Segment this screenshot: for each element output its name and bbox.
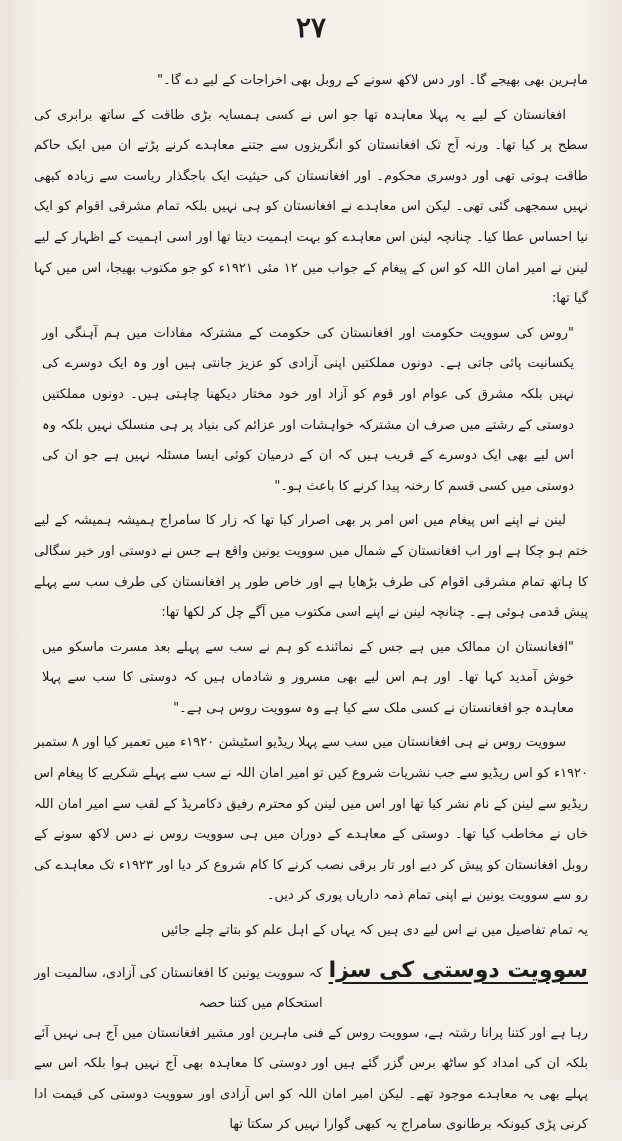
paragraph-1: ماہرین بھی بھیجے گا۔ اور دس لاکھ سونے کے روبل بھی اخراجات کے لیے دے گا۔" (157, 73, 588, 88)
heading-tail-text: کہ سوویت یونین کا افغانستان کی آزادی، سالمیت اور استحکام میں کتنا حصہ (34, 965, 323, 1011)
quote-paragraph-1: "روس کی سوویت حکومت اور افغانستان کی حکومت کے مشترکہ مفادات میں ہم آہنگی اور یکسانیت پائی جاتی ہے۔ دونوں مملکتیں اپنی آزادی کو عزیز جانتی ہیں اور وہ ایک دوسرے کی نہیں بلکہ مشرق کی عوام اور قوم کو آزاد اور خود مختار دیکھنا چاہتی ہیں۔ دونوں مملکتیں دوستی کے رشتے میں صرف ان مشترکہ خواہشات اور عزائم کی بنیاد پر ہی منسلک نہیں بلکہ وہ اس لیے بھی ایک دوسرے کے قریب ہیں کہ ان کے درمیان کوئی ایسا مسئلہ نہیں ہے جو ان کی دوستی میں کسی قسم کا رخنہ پیدا کرنے کا باعث ہو۔" (42, 325, 574, 494)
closing-paragraph: رہا ہے اور کتنا پرانا رشتہ ہے، سوویت روس کے فنی ماہرین اور مشیر افغانستان میں آج ہی نہیں آئے بلکہ ان کی امداد کو ساٹھ برس گزر گئے ہیں اور دوستی کا معاہدہ بھی آج نہیں ہوا بلکہ اس سے پہلے بھی یہ معاہدے موجود تھے۔ لیکن امیر امان اللہ کو اس آزادی اور سوویت دوستی کی قیمت ادا کرنی پڑی کیونکہ برطانوی سامراج یہ کبھی گوارا نہیں کر سکتا تھا (34, 1025, 588, 1133)
section-heading: سوویت دوستی کی سزا (328, 957, 588, 983)
paragraph-3: لینن نے اپنے اس پیغام میں اس امر پر بھی اصرار کیا تھا کہ زار کا سامراج ہمیشہ ہمیشہ کے لیے ختم ہو چکا ہے اور اب افغانستان کے شمال میں سوویت یونین واقع ہے جس نے دوستی اور خیر سگالی کا ہاتھ تمام مشرقی اقوام کی طرف بڑھایا ہے اور خاص طور پر افغانستان کی طرف سب سے پہلے پیش قدمی ہوئی ہے۔ چنانچہ لینن نے اپنے اسی مکتوب میں آگے چل کر لکھا تھا: (34, 513, 588, 621)
paragraph-4: سوویت روس نے ہی افغانستان میں سب سے پہلا ریڈیو اسٹیشن ۱۹۲۰ء میں تعمیر کیا اور ۸ ستمبر ۱۹۲۰ء کو اس ریڈیو سے جب نشریات شروع کیں تو امیر امان اللہ نے سب سے پہلے شکریے کا پیغام اس ریڈیو سے لینن کے نام نشر کیا تھا اور اس میں لینن کو محترم رفیق دکامریڈ کے لقب سے امیر امان اللہ خاں نے مخاطب کیا تھا۔ دوستی کے معاہدے کے دوران میں ہی سوویت روس نے دس لاکھ سونے کے روبل افغانستان کو پیش کر دیے اور تار برقی نصب کرنے کا کام شروع کر دیا اور ۱۹۲۳ء تک معاہدے کی رو سے سوویت یونین نے اپنی تمام ذمہ داریاں پوری کر دیں۔ (34, 735, 588, 904)
paragraph-2: افغانستان کے لیے یہ پہلا معاہدہ تھا جو اس نے کسی ہمسایہ بڑی طاقت کے ساتھ برابری کی سطح پر کیا تھا۔ ورنہ آج تک افغانستان کو انگریزوں سے جتنے معاہدے کرنے پڑتے ان میں ایک حاکم طاقت ہوتی تھی اور دوسری محکوم۔ اور افغانستان کی حیثیت ایک باجگذار ریاست سے زیادہ کبھی نہیں سمجھی گئی تھی۔ لیکن اس معاہدے نے افغانستان کو ہی نہیں بلکہ تمام مشرقی اقوام کو ایک نیا احساس عطا کیا۔ چنانچہ لینن اس معاہدے کو بہت اہمیت دیتا تھا اور اسی اہمیت کے اظہار کے لیے لینن نے امیر امان اللہ کو اس کے پیغام کے جواب میں ۱۲ مئی ۱۹۲۱ء کو جو مکتوب بھیجا، اس میں کہا گیا تھا: (34, 107, 588, 307)
quote-paragraph-2: "افغانستان ان ممالک میں ہے جس کے نمائندے کو ہم نے سب سے پہلے بعد مسرت ماسکو میں خوش آمدید کہا تھا۔ اور ہم اس لیے بھی مسرور و شادماں ہیں کہ دوستی کا سب سے پہلا معاہدہ جو افغانستان نے کسی ملک سے کیا ہے وہ سوویت روس ہی ہے۔" (42, 639, 574, 716)
paragraph-5: یہ تمام تفاصیل میں نے اس لیے دی ہیں کہ یہاں کے اہل علم کو بتاتے چلے جائیں (160, 923, 588, 939)
body-text (34, 66, 588, 1141)
page-number: ۲۷ (295, 11, 327, 44)
section-heading-line (34, 953, 588, 1019)
